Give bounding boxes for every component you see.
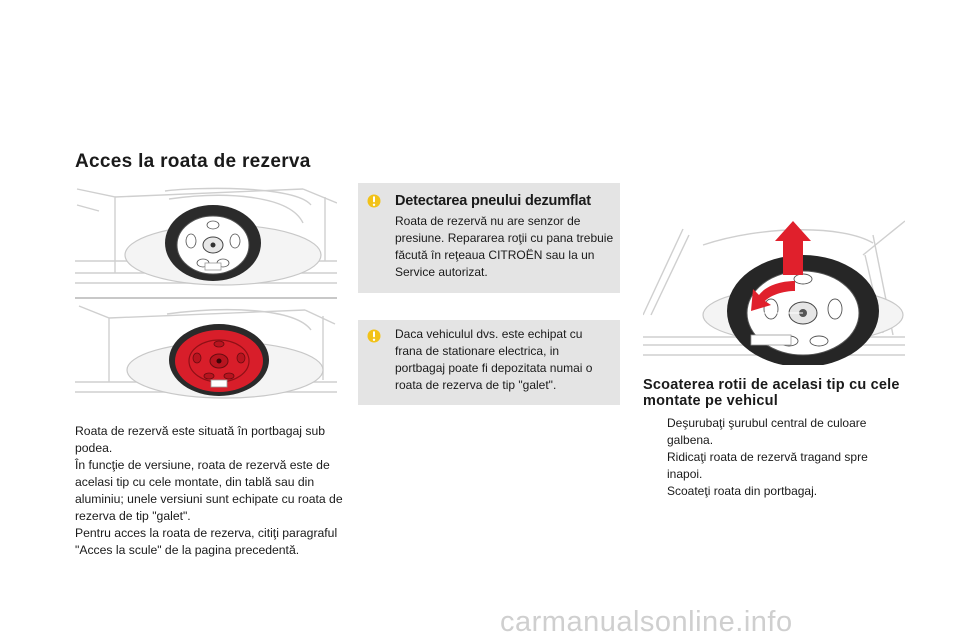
intro-paragraph: În funcţie de versiune, roata de rezervă este de acelasi tip cu cele montate, din tablă sau din aluminiu; unele versiuni sunt echipate cu roata de rezerva de tip "galet". xyxy=(75,458,343,523)
info-box-text xyxy=(395,213,615,281)
watermark-text: carmanualsonline.info xyxy=(500,606,793,638)
step-text: Scoateţi roata din portbagaj. xyxy=(667,484,818,498)
step-text: Deşurubaţi şurubul central de culoare galbena. xyxy=(667,416,867,447)
info-icon xyxy=(367,329,381,343)
intro-text xyxy=(75,423,343,559)
spare-wheel-steel-illustration xyxy=(75,183,337,295)
info-box-tire-detection xyxy=(358,183,620,293)
spare-wheel-galet-illustration xyxy=(75,300,337,400)
intro-paragraph: Pentru acces la roata de rezerva, citiţi paragraful "Acces la scule" de la pagina precedentă. xyxy=(75,526,338,557)
info-box-title: Detectarea pneului dezumflat xyxy=(395,193,591,209)
step-text: Ridicaţi roata de rezervă tragand spre inapoi. xyxy=(667,450,868,481)
info-box-paragraph: Daca vehiculul dvs. este echipat cu frana de stationare electrica, in portbagaj poate fi depozitata numai o roata de rezerva de tip "galet". xyxy=(395,327,593,392)
wheel-removal-illustration xyxy=(643,215,905,365)
list-item xyxy=(643,483,893,500)
illustration-divider xyxy=(75,297,337,299)
removal-heading: Scoaterea rotii de acelasi tip cu cele montate pe vehicul xyxy=(643,377,900,409)
list-item xyxy=(643,449,893,483)
info-box-text xyxy=(395,326,610,394)
info-box-paragraph: Roata de rezervă nu are senzor de presiune. Repararea roţii cu pana trebuie făcută în reţeaua CITROËN sau la un Service autorizat. xyxy=(395,214,614,279)
page-title: Acces la roata de rezerva xyxy=(75,151,311,172)
info-box-parking-brake xyxy=(358,320,620,405)
list-item xyxy=(643,415,893,449)
info-icon xyxy=(367,194,381,208)
intro-paragraph: Roata de rezervă este situată în portbagaj sub podea. xyxy=(75,424,325,455)
removal-steps-list xyxy=(643,415,893,500)
